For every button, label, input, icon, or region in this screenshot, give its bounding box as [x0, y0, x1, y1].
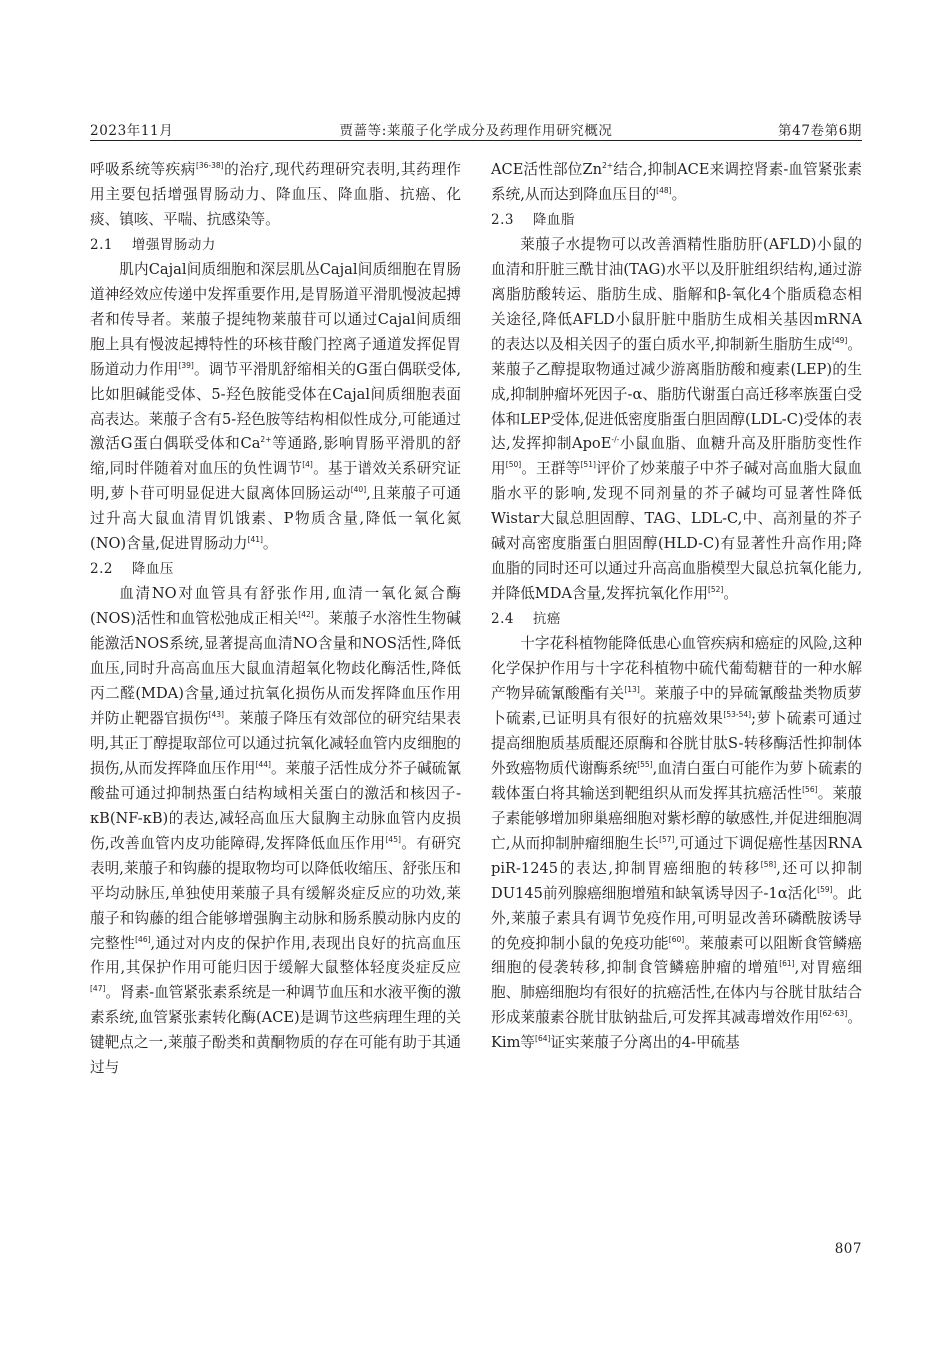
superscript: 2+	[602, 161, 614, 171]
citation: [57]	[659, 834, 675, 844]
superscript: 2+	[260, 435, 272, 445]
paragraph-blood-lipid: 莱菔子水提物可以改善酒精性脂肪肝(AFLD)小鼠的血清和肝脏三酰甘油(TAG)水平以及肝脏组织结构,通过游离脂肪酸转运、脂肪生成、脂解和β-氧化4个脂质稳态相关途径,降低AFLD小鼠肝脏中脂肪生成相关基因mRNA的表达以及相关因子的蛋白质水平,抑制新生脂肪生成[49]。莱菔子乙醇提取物通过减少游离脂肪酸和瘦素(LEP)的生成,抑制肿瘤坏死因子-α、脂肪代谢蛋白高迁移率族蛋白受体和LEP受体,促进低密度脂蛋白胆固醇(LDL-C)受体的表达,发挥抑制ApoE-/-小鼠血脂、血糖升高及肝脂肪变性作用[50]。王群等[51]评价了炒莱菔子中芥子碱对高血脂大鼠血脂水平的影响,发现不同剂量的芥子碱均可显著性降低Wistar大鼠总胆固醇、TAG、LDL-C,中、高剂量的芥子碱对高密度脂蛋白胆固醇(HLD-C)有显著性升高作用;降血脂的同时还可以通过升高高血脂模型大鼠总抗氧化能力,并降低MDA含量,发挥抗氧化作用[52]。	[491, 235, 862, 603]
page-number: 807	[834, 1241, 862, 1257]
citation: [61]	[779, 959, 795, 969]
citation: [4]	[302, 460, 313, 470]
citation: [47]	[90, 984, 106, 994]
citation: [39]	[178, 360, 194, 370]
paragraph-ace-continued: ACE活性部位$Zn^{2+}$结合,抑制ACE来调控肾素-血管紧张素系统,从而达到降血压目的[48]。	[491, 161, 862, 203]
volume-issue: 第47卷第6期	[778, 123, 862, 139]
citation: [41]	[247, 535, 263, 545]
header-rule	[90, 140, 862, 141]
running-title: 贾蔷等:莱菔子化学成分及药理作用研究概况	[339, 123, 613, 139]
citation: [48]	[656, 186, 672, 196]
citation: [45]	[385, 834, 401, 844]
left-column	[90, 158, 461, 1248]
citation: [43]	[208, 710, 224, 720]
issue-date: 2023年11月	[90, 123, 174, 139]
citation: [55]	[637, 759, 653, 769]
citation: [13]	[624, 685, 640, 695]
right-column	[491, 158, 862, 1248]
section-heading-2-3: 2.3 降血脂	[491, 211, 575, 228]
paragraph-anticancer: 十字花科植物能降低患心血管疾病和癌症的风险,这种化学保护作用与十字花科植物中硫代葡萄糖苷的一种水解产物异硫氰酸酯有关[13]。莱菔子中的异硫氰酸盐类物质萝卜硫素,已证明具有很好的抗癌效果[53-54];萝卜硫素可通过提高细胞质基质醌还原酶和谷胱甘肽S-转移酶活性抑制体外致癌物质代谢酶系统[55],血清白蛋白可能作为萝卜硫素的载体蛋白将其输送到靶组织从而发挥其抗癌活性[56]。莱菔子素能够增加卵巢癌细胞对紫杉醇的敏感性,并促进细胞凋亡,从而抑制肿瘤细胞生长[57],可通过下调促癌性基因RNA piR-1245的表达,抑制胃癌细胞的转移[58],还可以抑制DU145前列腺癌细胞增殖和缺氧诱导因子-1α活化[59]。此外,莱菔子素具有调节免疫作用,可明显改善环磷酰胺诱导的免疫抑制小鼠的免疫功能[60]。莱菔素可以阻断食管鳞癌细胞的侵袭转移,抑制食管鳞癌肿瘤的增殖[61],对胃癌细胞、肺癌细胞均有很好的抗癌活性,在体内与谷胱甘肽结合形成莱菔素谷胱甘肽钠盐后,可发挥其减毒增效作用[62-63]。Kim等[64]证实莱菔子分离出的4-甲硫基	[491, 635, 863, 1052]
citation: [44]	[255, 759, 271, 769]
citation: [60]	[668, 934, 685, 944]
citation: [52]	[707, 585, 724, 595]
superscript: -/-	[611, 435, 620, 445]
citation: [59]	[817, 884, 833, 894]
citation: [46]	[135, 934, 151, 944]
citation: [51]	[580, 460, 596, 470]
paragraph-intro-continued: 呼吸系统等疾病[36-38]的治疗,现代药理研究表明,其药理作用主要包括增强胃肠动力、降血压、降血脂、抗癌、化痰、镇咳、平喘、抗感染等。	[90, 161, 461, 228]
citation: [36-38]	[195, 161, 224, 171]
citation: [42]	[298, 610, 314, 620]
citation: [62-63]	[819, 1009, 848, 1019]
citation: [50]	[505, 460, 522, 470]
citation: [56]	[802, 784, 818, 794]
citation: [58]	[760, 859, 777, 869]
citation: [49]	[831, 335, 848, 345]
section-heading-2-4: 2.4 抗癌	[491, 611, 561, 628]
citation: [64]	[535, 1034, 551, 1044]
section-heading-2-2: 2.2 降血压	[90, 561, 174, 578]
paragraph-blood-pressure: 血清NO对血管具有舒张作用,血清一氧化氮合酶(NOS)活性和血管松弛成正相关[42]。莱菔子水溶性生物碱能激活NOS系统,显著提高血清NO含量和NOS活性,降低血压,同时升高高血压大鼠血清超氧化物歧化酶活性,降低丙二醛(MDA)含量,通过抗氧化损伤从而发挥降血压作用并防止靶器官损伤[43]。莱菔子降压有效部位的研究结果表明,其正丁醇提取部位可以通过抗氧化减轻血管内皮细胞的损伤,从而发挥降血压作用[44]。莱菔子活性成分芥子碱硫氰酸盐可通过抑制热蛋白结构域相关蛋白的激活和核因子-κB(NF-κB)的表达,减轻高血压大鼠胸主动脉血管内皮损伤,改善血管内皮功能障碍,发挥降低血压作用[45]。有研究表明,莱菔子和钩藤的提取物均可以降低收缩压、舒张压和平均动脉压,单独使用莱菔子具有缓解炎症反应的功效,莱菔子和钩藤的组合能够增强胸主动脉和肠系膜动脉内皮的完整性[46],通过对内皮的保护作用,表现出良好的抗高血压作用,其保护作用可能归因于缓解大鼠整体轻度炎症反应[47]。肾素-血管紧张素系统是一种调节血压和水液平衡的激素系统,血管紧张素转化酶(ACE)是调节这些病理生理的关键靶点之一,莱菔子酚类和黄酮物质的存在可能有助于其通过与	[90, 585, 461, 1077]
running-header	[90, 119, 862, 141]
citation: [40]	[350, 485, 367, 495]
section-heading-2-1: 2.1 增强胃肠动力	[90, 236, 216, 253]
paragraph-gi-motility: 肌内Cajal间质细胞和深层肌丛Cajal间质细胞在胃肠道神经效应传递中发挥重要作用,是胃肠道平滑肌慢波起搏者和传导者。莱菔子提纯物莱菔苷可以通过Cajal间质细胞上具有慢波起搏特性的环核苷酸门控离子通道发挥促胃肠道动力作用[39]。调节平滑肌舒缩相关的G蛋白偶联受体,比如胆碱能受体、5-羟色胺能受体在Cajal间质细胞表面高表达。莱菔子含有5-羟色胺等结构相似性成分,可能通过激活G蛋白偶联受体和$Ca^{2+}$等通路,影响胃肠平滑肌的舒缩,同时伴随着对血压的负性调节[4]。基于谱效关系研究证明,萝卜苷可明显促进大鼠离体回肠运动[40],且莱菔子可通过升高大鼠血清胃饥饿素、P物质含量,降低一氧化氮(NO)含量,促进胃肠动力[41]。	[90, 260, 462, 553]
citation: [53-54]	[723, 710, 752, 720]
